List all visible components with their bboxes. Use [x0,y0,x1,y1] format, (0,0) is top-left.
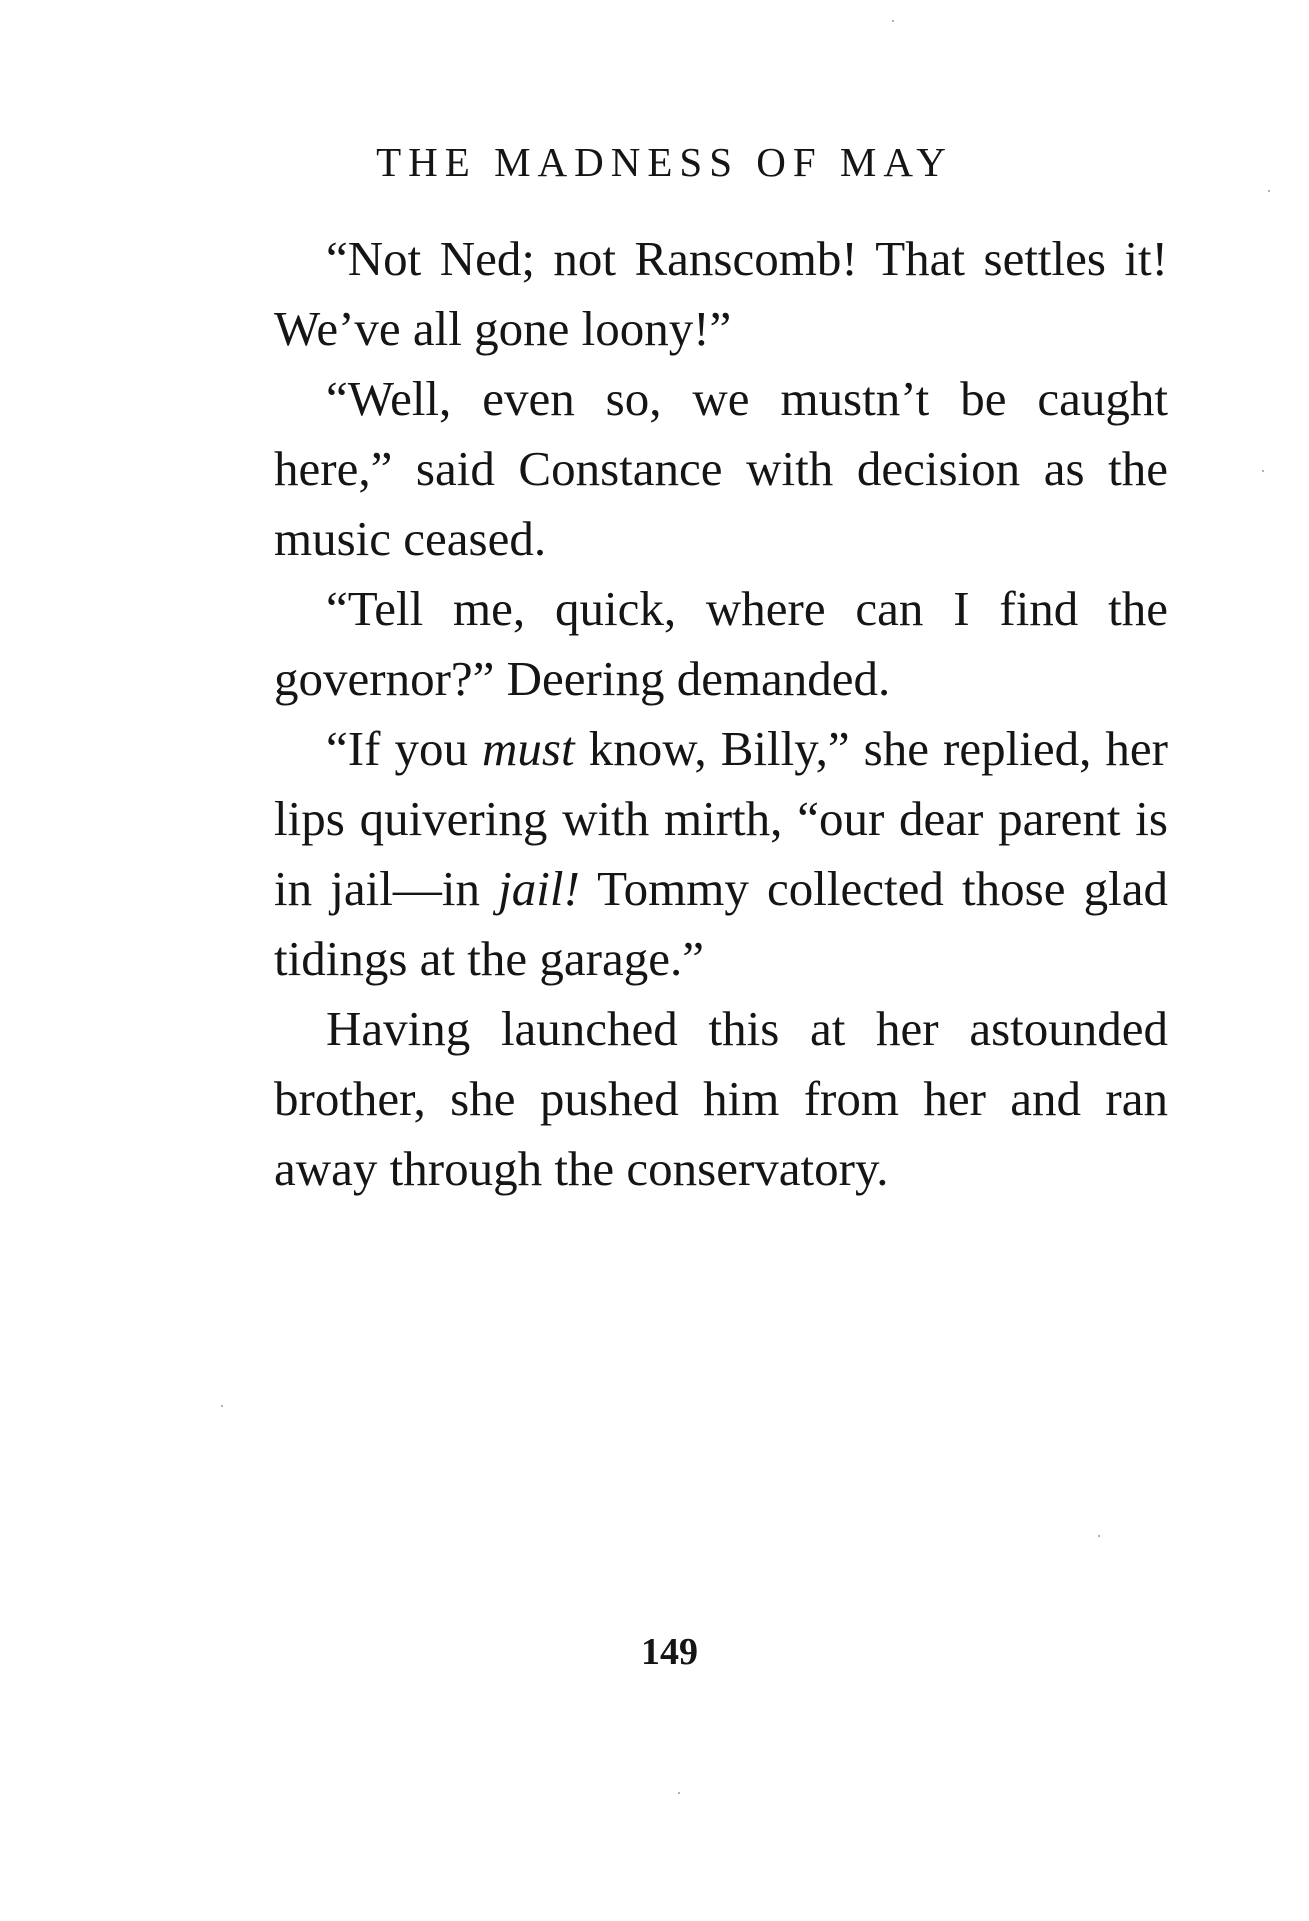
page-number: 149 [641,1631,698,1673]
scan-speck [1098,1535,1100,1537]
scan-speck [1268,190,1270,192]
paragraph-4-part-c: Tommy collected those glad tidings at the garage.” [274,861,1168,986]
scan-speck [221,1405,223,1407]
emphasis-must: must [482,721,575,776]
scan-speck [892,20,894,22]
paragraph-1: “Not Ned; not Ranscomb! That settles it! We’ve all gone loony!” [274,231,1168,356]
scan-speck [1262,470,1264,472]
running-title: THE MADNESS OF MAY [376,139,953,185]
paragraph-4-part-b: know, Billy,” she replied, her lips quivering with mirth, “our dear parent is in jail—in [274,721,1168,916]
paragraph-4-part-a: “If you [326,721,483,776]
scan-speck [678,1792,680,1794]
paragraph-3: “Tell me, quick, where can I find the governor?” Deering demanded. [274,581,1168,706]
paragraph-4 [274,714,1168,994]
body-text [274,224,1168,1204]
emphasis-jail: jail! [498,861,580,916]
paragraph-2: “Well, even so, we mustn’t be caught here,” said Constance with decision as the music ceased. [274,371,1168,566]
paragraph-5: Having launched this at her astounded brother, she pushed him from her and ran away through the conservatory. [274,1001,1168,1196]
